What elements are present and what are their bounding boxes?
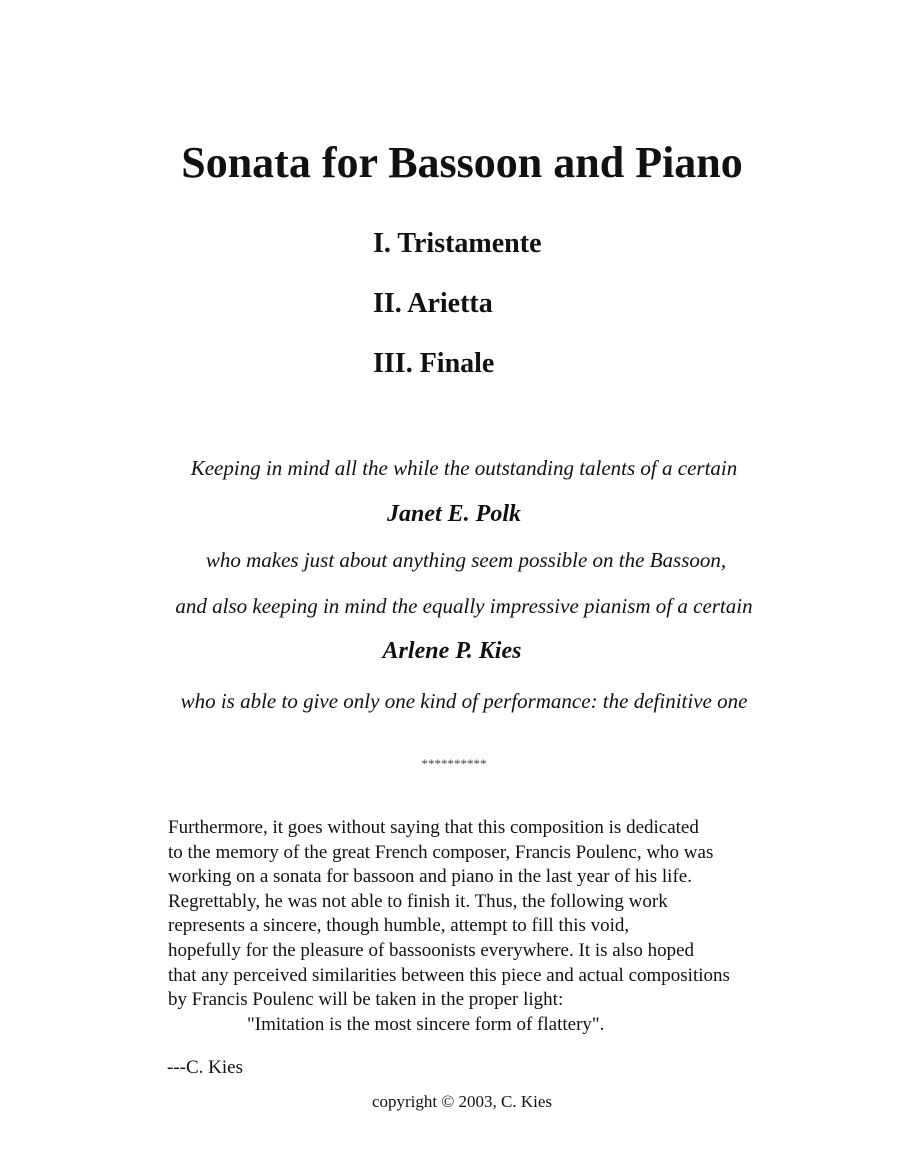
paragraph-line: Furthermore, it goes without saying that this composition is dedicated [168, 817, 699, 838]
author-signature: ---C. Kies [167, 1057, 243, 1078]
movement-2: II. Arietta [373, 288, 493, 319]
paragraph-line: that any perceived similarities between this piece and actual compositions [168, 964, 730, 986]
dedication-paragraph [168, 816, 730, 1037]
paragraph-line: represents a sincere, though humble, attempt to fill this void, [168, 915, 630, 937]
paragraph-line: to the memory of the great French composer, Francis Poulenc, who was [168, 841, 714, 863]
dedication-line-1: Keeping in mind all the while the outstanding talents of a certain [190, 456, 738, 480]
paragraph-line: by Francis Poulenc will be taken in the proper light: [168, 989, 564, 1011]
paragraph-line: hopefully for the pleasure of bassoonists everywhere. It is also hoped [168, 939, 695, 961]
dedication-name-pianist: Arlene P. Kies [382, 638, 522, 664]
page-title: Sonata for Bassoon and Piano [181, 138, 743, 187]
paragraph-line: Regrettably, he was not able to finish it. Thus, the following work [168, 890, 668, 912]
dedication-line-2: who makes just about anything seem possible on the Bassoon, [205, 548, 727, 572]
dedication-name-bassoonist: Janet E. Polk [386, 501, 521, 527]
paragraph-quote: "Imitation is the most sincere form of flattery". [247, 1013, 605, 1035]
dedication-line-3: and also keeping in mind the equally impressive pianism of a certain [175, 594, 753, 618]
section-separator: ********** [421, 756, 487, 771]
movement-3: III. Finale [373, 348, 495, 379]
paragraph-line: working on a sonata for bassoon and piano in the last year of his life. [168, 866, 692, 888]
copyright-notice: copyright © 2003, C. Kies [371, 1092, 553, 1111]
movement-1: I. Tristamente [373, 228, 542, 259]
dedication-line-4: who is able to give only one kind of performance: the definitive one [180, 689, 748, 713]
